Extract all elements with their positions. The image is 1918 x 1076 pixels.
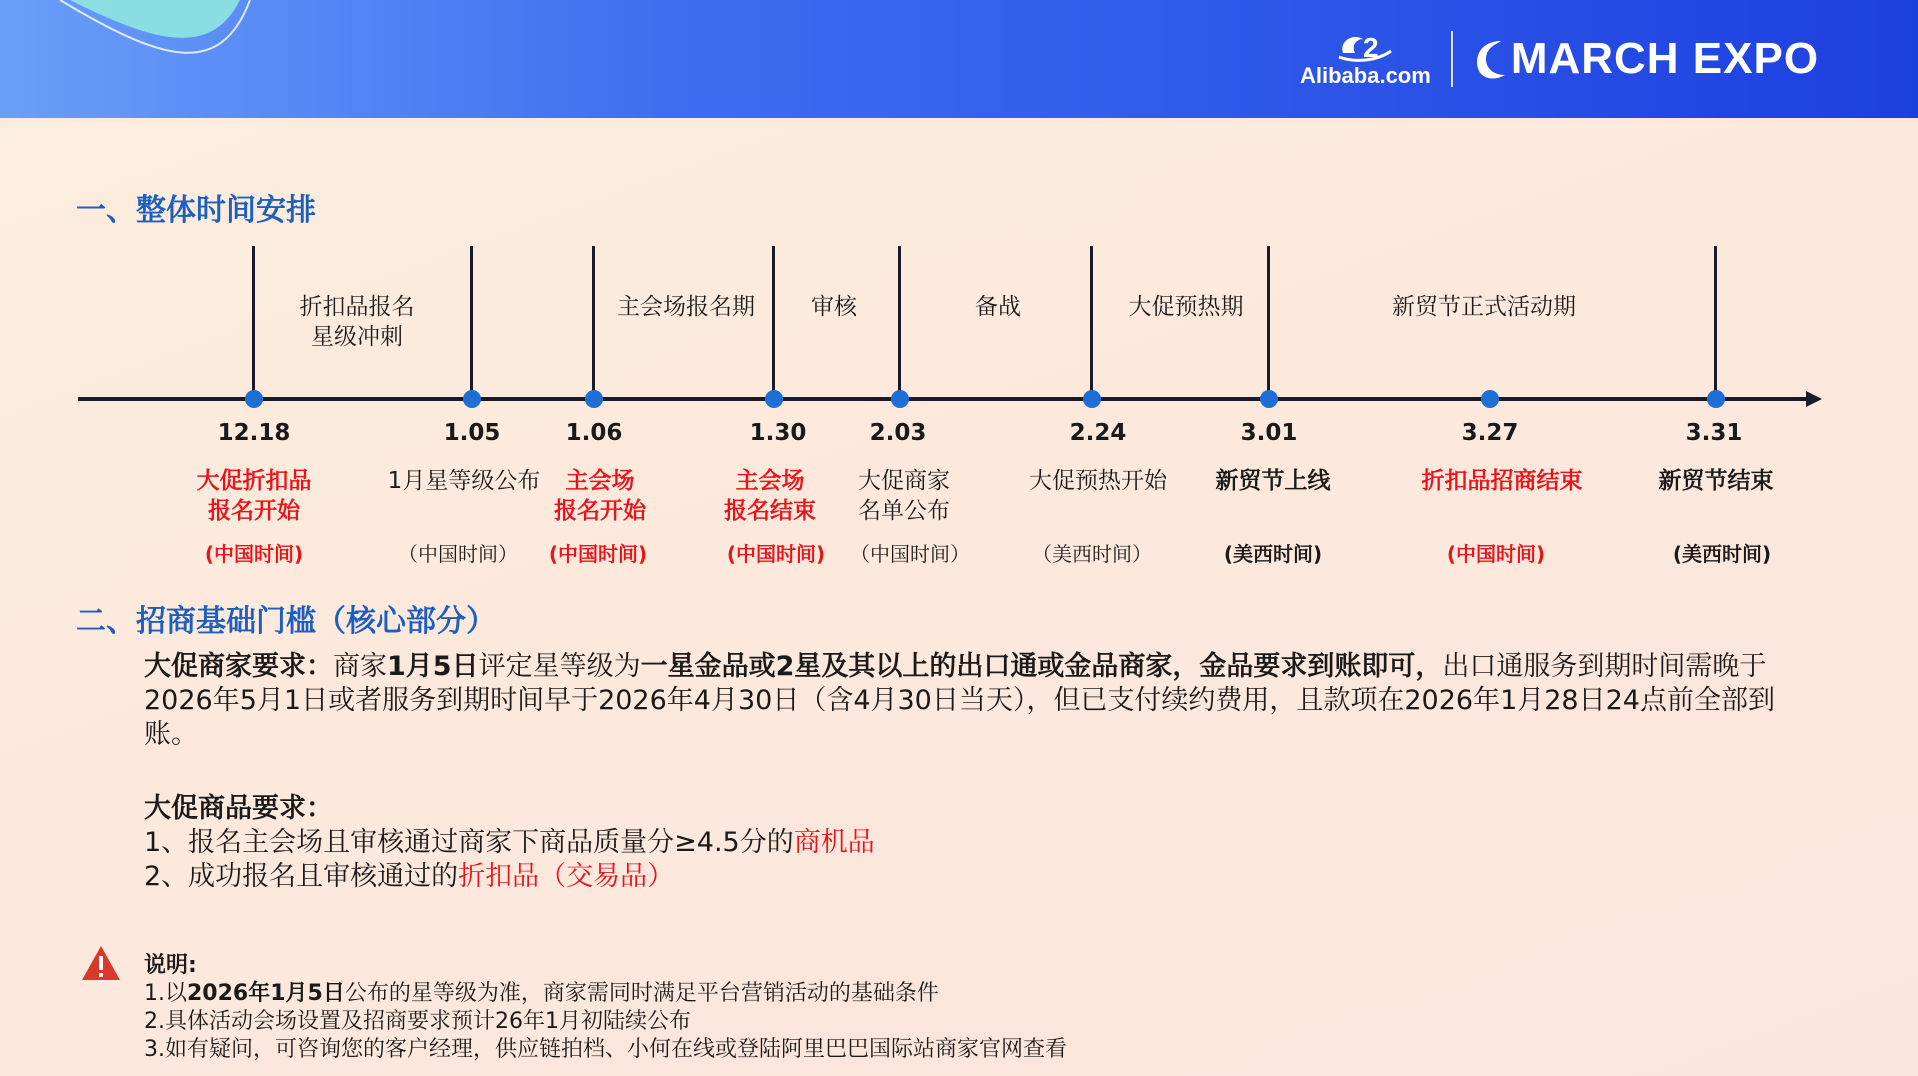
product-requirement-item <box>144 826 1824 860</box>
note-item: 3.如有疑问，可咨询您的客户经理，供应链拍档、小何在线或登陆阿里巴巴国际站商家官网查看 <box>144 1037 1067 1062</box>
milestone-dot <box>1083 390 1101 408</box>
timeline-divider <box>592 246 595 400</box>
milestone-date: 1.06 <box>565 420 623 446</box>
milestone-date: 1.05 <box>443 420 501 446</box>
phase-label: 审核 <box>811 294 857 320</box>
note-text: 1.以 <box>144 981 187 1006</box>
milestone-timezone: (中国时间) <box>1446 542 1546 566</box>
header-banner <box>0 0 1918 118</box>
section-title-threshold: 二、招商基础门槛（核心部分） <box>76 604 496 639</box>
alibaba-mark-icon <box>1333 29 1397 63</box>
milestone-event <box>858 466 950 526</box>
timeline-divider <box>1714 246 1717 400</box>
timeline-divider <box>772 246 775 400</box>
phase-label: 备战 <box>975 294 1021 320</box>
merchant-text: 商家 <box>333 651 387 682</box>
timeline-arrow-icon <box>1806 391 1822 407</box>
note-text: 公布的星等级为准，商家需同时满足平台营销活动的基础条件 <box>344 981 939 1006</box>
header-wave-decoration <box>0 0 400 118</box>
timeline-divider <box>1267 246 1270 400</box>
svg-text:2: 2 <box>1363 32 1379 63</box>
milestone-timezone: (中国时间) <box>726 542 826 566</box>
milestone-date: 3.31 <box>1685 420 1743 446</box>
milestone-dot <box>765 390 783 408</box>
product-requirement-label: 大促商品要求： <box>144 793 333 824</box>
milestone-date: 1.30 <box>749 420 807 446</box>
milestone-dot <box>463 390 481 408</box>
milestone-event: 新贸节上线 <box>1215 468 1331 494</box>
milestone-timezone: (中国时间) <box>548 542 648 566</box>
phase-line: 折扣品报名 <box>299 294 415 320</box>
timeline <box>0 240 1918 580</box>
phase-label <box>300 292 415 352</box>
milestone-event <box>724 466 816 526</box>
milestone-event: 大促预热开始 <box>1029 468 1167 494</box>
merchant-text: 评定星等级为 <box>478 651 641 682</box>
milestone-event-line: 主会场 <box>565 468 635 494</box>
milestone-event: 新贸节结束 <box>1658 468 1774 494</box>
milestone-event <box>554 466 646 526</box>
timeline-divider <box>252 246 255 400</box>
milestone-event-line: 主会场 <box>735 468 805 494</box>
expo-globe-icon <box>1471 37 1511 81</box>
milestone-dot <box>1481 390 1499 408</box>
timeline-divider <box>898 246 901 400</box>
product-item-highlight: 折扣品（交易品） <box>458 861 675 892</box>
milestone-event: 1月星等级公布 <box>387 468 541 494</box>
product-requirement-item <box>144 860 1824 894</box>
milestone-timezone: (美西时间) <box>1672 542 1772 566</box>
merchant-date: 1月5日 <box>387 651 479 682</box>
product-requirement <box>144 792 1824 894</box>
merchant-requirement-label: 大促商家要求： <box>144 651 333 682</box>
milestone-date: 12.18 <box>217 420 291 446</box>
milestone-event-line: 报名结束 <box>724 498 816 524</box>
product-item-text: 2、成功报名且审核通过的 <box>144 861 459 892</box>
milestone-date: 3.01 <box>1240 420 1298 446</box>
milestone-timezone: (美西时间) <box>1223 542 1323 566</box>
milestone-event-line: 大促商家 <box>858 468 950 494</box>
timeline-axis <box>78 397 1810 401</box>
notes <box>144 952 1067 1064</box>
milestone-date: 3.27 <box>1461 420 1519 446</box>
milestone-event: 折扣品招商结束 <box>1421 468 1583 494</box>
note-item: 2.具体活动会场设置及招商要求预计26年1月初陆续公布 <box>144 1009 691 1034</box>
milestone-event-line: 名单公布 <box>858 498 950 524</box>
milestone-date: 2.24 <box>1069 420 1127 446</box>
phase-label: 大促预热期 <box>1128 294 1244 320</box>
logo-divider <box>1451 31 1453 87</box>
note-date: 2026年1月5日 <box>187 981 345 1006</box>
milestone-date: 2.03 <box>869 420 927 446</box>
milestone-event-line: 报名开始 <box>208 498 300 524</box>
march-expo-wordmark: MARCH EXPO <box>1510 34 1820 83</box>
alibaba-logo <box>1300 29 1431 89</box>
milestone-event-line: 大促折扣品 <box>196 468 312 494</box>
alibaba-wordmark: Alibaba.com <box>1300 63 1431 88</box>
milestone-timezone: （中国时间） <box>850 542 970 566</box>
section-title-schedule: 一、整体时间安排 <box>76 193 316 228</box>
product-item-highlight: 商机品 <box>793 827 875 858</box>
merchant-text: 出口通服务到期时间需晚于2026年5月1日或者服务到期时间早于2026年4月30日（含4月30日当天），但已支付续约费用，且款项在2026年1月28日24点前全部到账。 <box>144 651 1775 750</box>
warning-icon <box>80 944 122 982</box>
milestone-event <box>197 466 312 526</box>
milestone-event-line: 报名开始 <box>554 498 646 524</box>
product-item-text: 1、报名主会场且审核通过商家下商品质量分≥4.5分的 <box>144 827 794 858</box>
timeline-divider <box>1090 246 1093 400</box>
milestone-timezone: (中国时间) <box>204 542 304 566</box>
notes-title: 说明: <box>144 953 197 978</box>
note-item <box>144 980 1067 1008</box>
milestone-dot <box>585 390 603 408</box>
milestone-dot <box>245 390 263 408</box>
milestone-dot <box>1260 390 1278 408</box>
merchant-requirement <box>144 650 1824 752</box>
milestone-timezone: （中国时间） <box>398 542 518 566</box>
milestone-dot <box>1707 390 1725 408</box>
phase-line: 星级冲刺 <box>311 324 403 350</box>
march-expo-logo <box>1471 34 1819 84</box>
timeline-divider <box>470 246 473 400</box>
logo-group <box>1300 24 1819 94</box>
milestone-dot <box>891 390 909 408</box>
phase-label: 新贸节正式活动期 <box>1392 294 1576 320</box>
milestone-timezone: （美西时间） <box>1032 542 1152 566</box>
phase-label: 主会场报名期 <box>617 294 755 320</box>
merchant-level: 一星金品或2星及其以上的出口通或金品商家，金品要求到账即可， <box>640 651 1443 682</box>
